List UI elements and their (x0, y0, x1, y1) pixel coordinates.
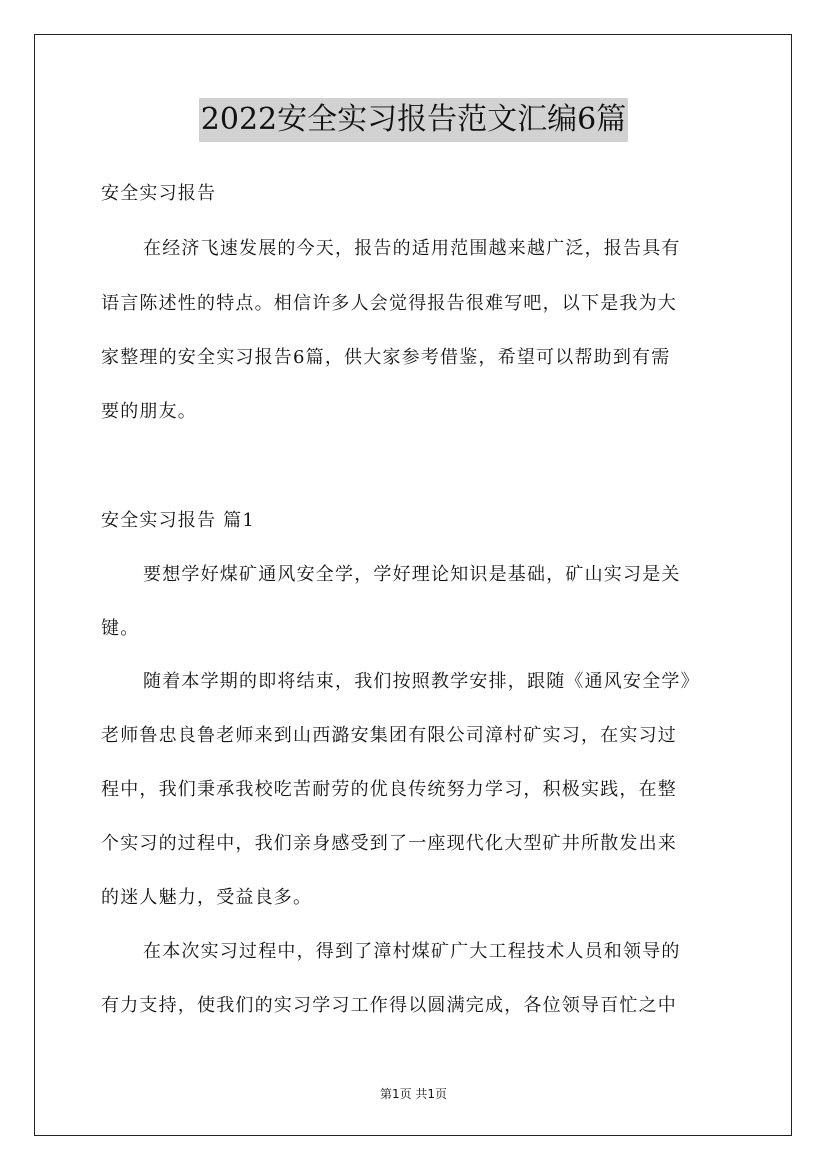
document-title: 2022安全实习报告范文汇编6篇 (199, 98, 628, 142)
paragraph-line: 的迷人魅力，受益良多。 (101, 887, 313, 908)
paragraph-line: 要的朋友。 (101, 401, 197, 422)
title-container (0, 98, 827, 142)
section-heading: 安全实习报告 篇1 (101, 510, 255, 531)
paragraph-line: 老师鲁忠良鲁老师来到山西潞安集团有限公司漳村矿实习，在实习过 (101, 725, 677, 746)
paragraph-line: 随着本学期的即将结束，我们按照教学安排，跟随《通风安全学》 (143, 671, 700, 692)
paragraph-line: 在经济飞速发展的今天，报告的适用范围越来越广泛，报告具有 (143, 238, 681, 259)
paragraph-line: 个实习的过程中，我们亲身感受到了一座现代化大型矿井所散发出来 (101, 833, 677, 854)
section-heading: 安全实习报告 (101, 183, 217, 204)
paragraph-line: 家整理的安全实习报告6篇，供大家参考借鉴，希望可以帮助到有需 (101, 347, 671, 368)
page-indicator: 第1页 共1页 (379, 1087, 448, 1101)
paragraph-line: 程中，我们秉承我校吃苦耐劳的优良传统努力学习，积极实践，在整 (101, 779, 677, 800)
paragraph-line: 键。 (101, 618, 140, 639)
paragraph-line: 在本次实习过程中，得到了漳村煤矿广大工程技术人员和领导的 (143, 941, 681, 962)
paragraph-line: 要想学好煤矿通风安全学，学好理论知识是基础，矿山实习是关 (143, 564, 681, 585)
paragraph-line: 语言陈述性的特点。相信许多人会觉得报告很难写吧，以下是我为大 (101, 293, 677, 314)
paragraph-line: 有力支持，使我们的实习学习工作得以圆满完成，各位领导百忙之中 (101, 995, 677, 1016)
